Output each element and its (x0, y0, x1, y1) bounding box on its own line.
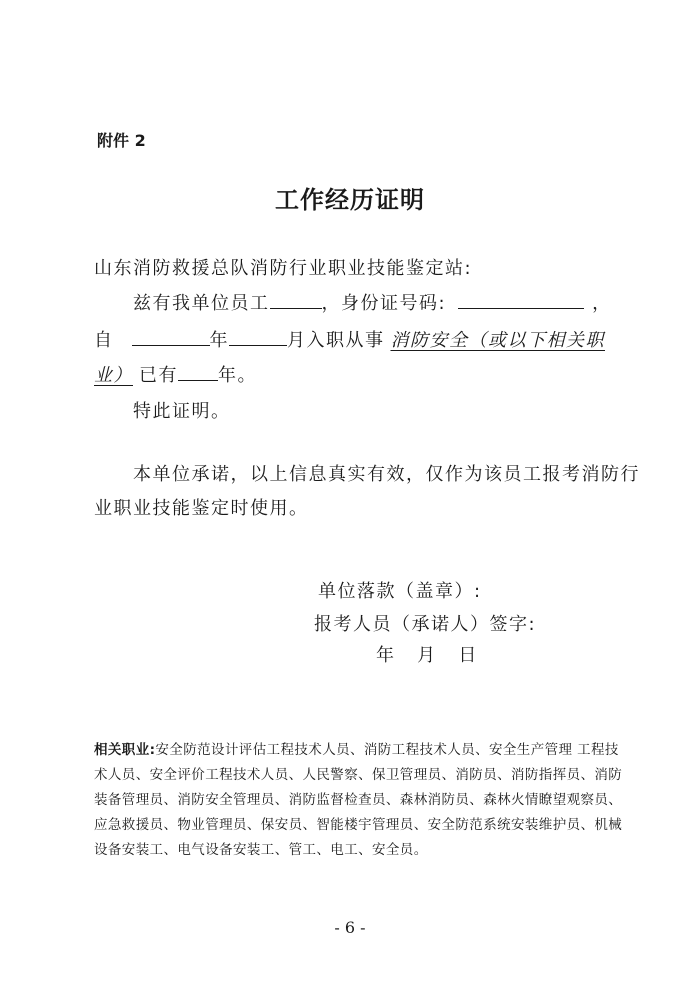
date-line: 年 月 日 (376, 645, 478, 666)
duration-label: 已有 (139, 365, 178, 386)
related-occupations-text: 安全防范设计评估工程技术人员、消防工程技术人员、安全生产管理 工程技术人员、安全评价工程技术人员、人民警察、保卫管理员、消防员、消防指挥员、消防装备管理员、消防安全管理员、消防监督检查员、森林消防员、森林火情瞭望观察员、应急救援员、物业管理员、保安员、智能楼宇管理员、安全防范系统安装维护员、机械设备安装工、电气设备安装工、管工、电工、安全员。 (94, 742, 623, 858)
job-title-part2: 业） (94, 365, 133, 386)
month-label: 月入职从事 (287, 330, 385, 351)
page-number: - 6 - (334, 918, 366, 937)
id-number-label: ，身份证号码: (321, 293, 447, 314)
promise-line-2: 业职业技能鉴定时使用。 (94, 498, 309, 519)
employee-name-blank (270, 290, 322, 309)
from-label: 自 (94, 330, 114, 351)
related-occupations-label: 相关职业: (94, 742, 156, 758)
employee-prefix: 兹有我单位员工 (133, 293, 270, 314)
attachment-label: 附件 2 (97, 131, 146, 150)
applicant-signature-label: 报考人员（承诺人）签字: (314, 614, 537, 635)
line1-end: ， (592, 293, 612, 314)
id-number-blank (458, 290, 584, 309)
related-occupations (94, 738, 624, 863)
employment-start-line (94, 326, 605, 352)
years-label: 年。 (218, 365, 257, 386)
certify-line: 特此证明。 (133, 401, 231, 422)
year-label: 年 (209, 330, 229, 351)
employment-duration-line (94, 361, 257, 387)
start-year-blank (132, 327, 210, 346)
promise-line-1: 本单位承诺，以上信息真实有效，仅作为该员工报考消防行 (133, 464, 640, 485)
employee-line (133, 289, 612, 315)
start-month-blank (229, 327, 287, 346)
unit-signature-label: 单位落款（盖章）: (318, 581, 482, 602)
job-title-part1: 消防安全（或以下相关职 (390, 330, 605, 351)
recipient-line: 山东消防救援总队消防行业职业技能鉴定站: (94, 258, 473, 279)
duration-years-blank (178, 362, 218, 381)
page-title: 工作经历证明 (275, 185, 425, 214)
